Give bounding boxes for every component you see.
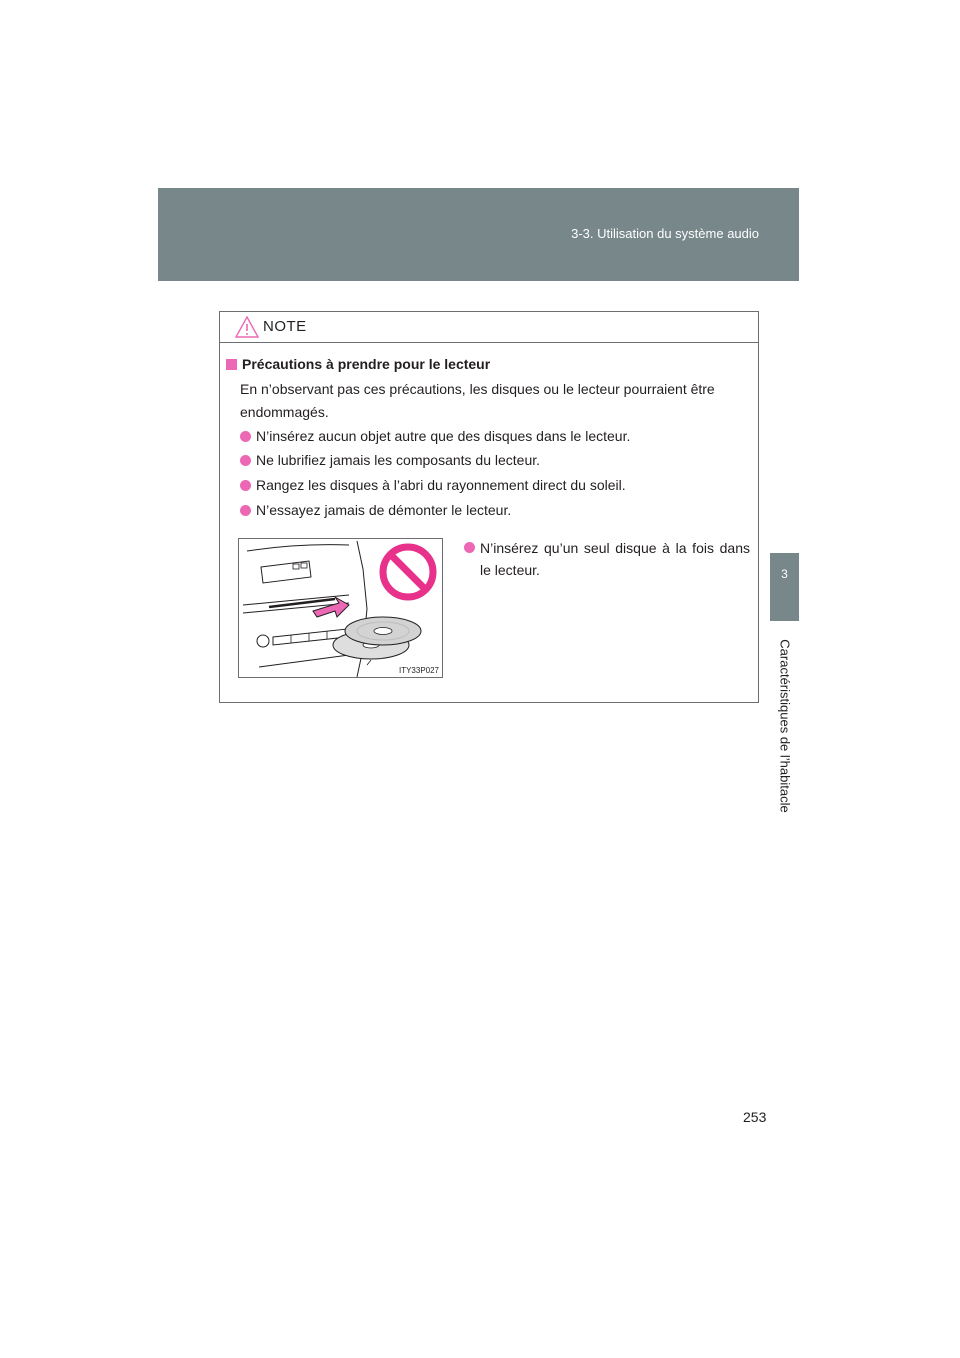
page-number: 253	[743, 1109, 767, 1125]
intro-text: En n’observant pas ces précautions, les disques ou le lecteur pourraient être endommagés.	[240, 381, 715, 420]
chapter-number: 3	[781, 567, 788, 581]
bullet-dot-icon	[240, 455, 251, 466]
bullet-dot-icon	[240, 480, 251, 491]
header-band	[158, 188, 799, 281]
chapter-tab[interactable]	[770, 553, 799, 621]
disc-insertion-illustration	[238, 538, 443, 678]
note-box	[219, 311, 759, 703]
list-item	[240, 502, 511, 518]
audio-unit-drawing	[239, 539, 443, 678]
list-item-text: Ne lubrifiez jamais les composants du lecteur.	[256, 452, 541, 468]
list-item	[240, 477, 626, 493]
list-item-text: N’insérez aucun objet autre que des disques dans le lecteur.	[256, 428, 631, 444]
bullet-dot-icon	[464, 542, 475, 553]
note-title: NOTE	[263, 318, 307, 335]
warning-triangle-icon	[235, 316, 259, 338]
section-heading	[226, 356, 490, 372]
chapter-label: Caractéristiques de l’habitacle	[777, 639, 793, 813]
list-item	[240, 452, 540, 468]
square-bullet-icon	[226, 359, 237, 370]
bullet-dot-icon	[240, 431, 251, 442]
bullet-dot-icon	[240, 505, 251, 516]
list-item-text: N’essayez jamais de démonter le lecteur.	[256, 502, 512, 518]
note-header	[220, 312, 758, 343]
section-title: 3-3. Utilisation du système audio	[571, 226, 759, 241]
list-item-text: Rangez les disques à l’abri du rayonnement direct du soleil.	[256, 477, 626, 493]
figure-code: ITY33P027	[398, 666, 439, 675]
list-item	[240, 428, 630, 444]
list-item-text: N’insérez qu’un seul disque à la fois dans le lecteur.	[480, 540, 750, 578]
section-heading-text: Précautions à prendre pour le lecteur	[242, 356, 491, 372]
